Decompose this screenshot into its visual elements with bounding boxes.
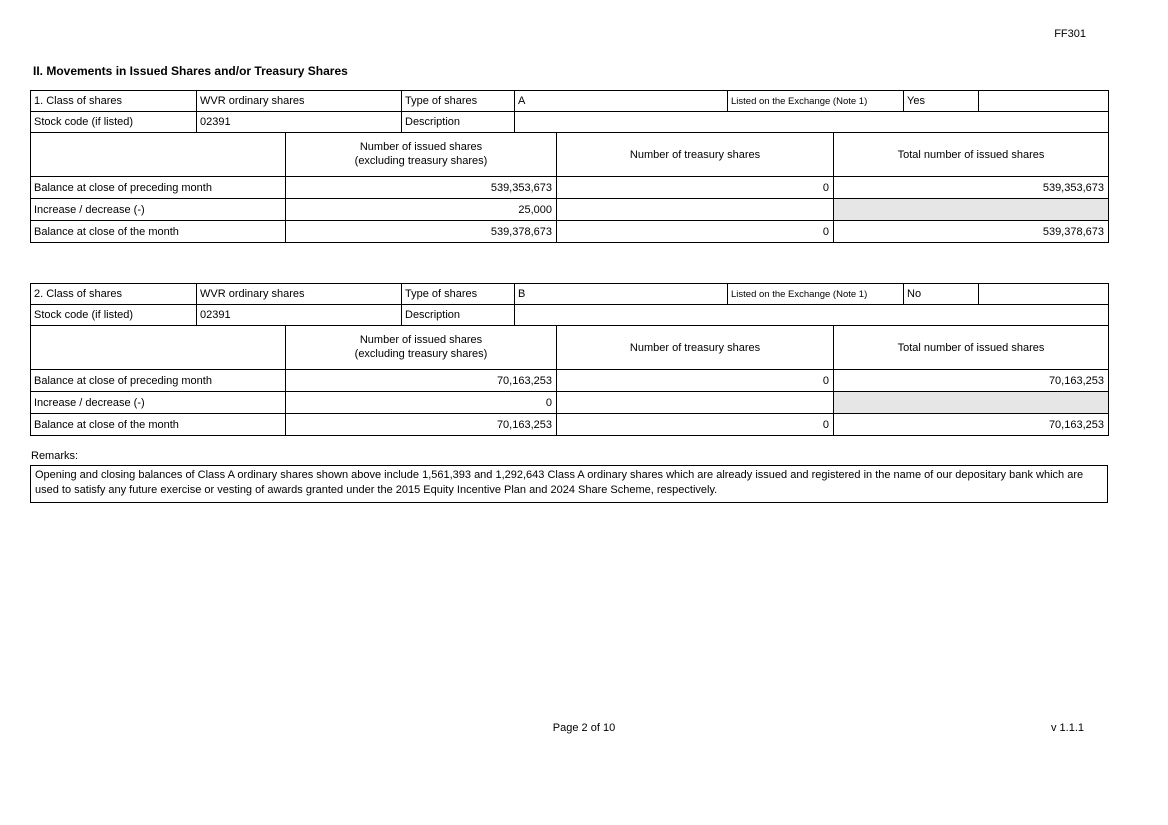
close-treasury-value: 0	[557, 221, 834, 243]
class-of-shares-value: WVR ordinary shares	[197, 91, 402, 112]
preceding-issued-value: 70,163,253	[286, 370, 557, 392]
description-label: Description	[402, 305, 515, 326]
description-label: Description	[402, 112, 515, 133]
share-class-table-2	[30, 283, 1108, 436]
form-code: FF301	[1054, 28, 1086, 40]
type-of-shares-label: Type of shares	[402, 91, 515, 112]
col-header-issued-shares-text: Number of issued shares (excluding treasury shares)	[354, 333, 488, 360]
increase-total-cell-shaded	[834, 392, 1109, 414]
close-total-value: 539,378,673	[834, 221, 1109, 243]
listed-on-exchange-value: No	[904, 284, 979, 305]
share-class-table-1	[30, 90, 1108, 243]
table-row	[31, 392, 1109, 414]
empty-header-cell	[31, 133, 286, 177]
empty-header-cell	[31, 326, 286, 370]
page-number: Page 2 of 10	[552, 722, 616, 734]
close-issued-value: 70,163,253	[286, 414, 557, 436]
preceding-total-value: 539,353,673	[834, 177, 1109, 199]
remarks-text-box: Opening and closing balances of Class A ordinary shares shown above include 1,561,393 and 1,292,643 Class A ordinary shares which are already issued and registered in the name of our depositary bank which are used to satisfy any future exercise or vesting of awards granted under the 2015 Equity Incentive Plan and 2024 Share Scheme, respectively.	[30, 465, 1108, 503]
stock-code-label: Stock code (if listed)	[31, 305, 197, 326]
col-header-issued-shares-text: Number of issued shares (excluding treasury shares)	[354, 140, 488, 167]
col-header-total-issued: Total number of issued shares	[834, 326, 1109, 370]
empty-cell	[979, 91, 1109, 112]
col-header-treasury-shares: Number of treasury shares	[557, 133, 834, 177]
row-label-close-balance: Balance at close of the month	[31, 221, 286, 243]
description-value	[515, 112, 1109, 133]
class-of-shares-label: 1. Class of shares	[31, 91, 197, 112]
preceding-treasury-value: 0	[557, 370, 834, 392]
increase-treasury-cell	[557, 392, 834, 414]
listed-on-exchange-value: Yes	[904, 91, 979, 112]
table-row	[31, 91, 1109, 112]
increase-treasury-cell	[557, 199, 834, 221]
type-of-shares-label: Type of shares	[402, 284, 515, 305]
increase-issued-value: 0	[286, 392, 557, 414]
class-of-shares-label: 2. Class of shares	[31, 284, 197, 305]
table-row	[31, 177, 1109, 199]
close-total-value: 70,163,253	[834, 414, 1109, 436]
table-row	[31, 370, 1109, 392]
table-row	[31, 221, 1109, 243]
increase-total-cell-shaded	[834, 199, 1109, 221]
table-header-row	[31, 133, 1109, 177]
description-value	[515, 305, 1109, 326]
listed-on-exchange-label: Listed on the Exchange (Note 1)	[728, 91, 904, 112]
class-of-shares-value: WVR ordinary shares	[197, 284, 402, 305]
table-row	[31, 112, 1109, 133]
stock-code-value: 02391	[197, 112, 402, 133]
increase-issued-value: 25,000	[286, 199, 557, 221]
type-of-shares-value: B	[515, 284, 728, 305]
share-class-2-numbers-table	[30, 325, 1109, 436]
remarks-label: Remarks:	[31, 450, 79, 462]
preceding-issued-value: 539,353,673	[286, 177, 557, 199]
stock-code-label: Stock code (if listed)	[31, 112, 197, 133]
preceding-total-value: 70,163,253	[834, 370, 1109, 392]
preceding-treasury-value: 0	[557, 177, 834, 199]
stock-code-value: 02391	[197, 305, 402, 326]
row-label-preceding-balance: Balance at close of preceding month	[31, 177, 286, 199]
table-row	[31, 305, 1109, 326]
row-label-preceding-balance: Balance at close of preceding month	[31, 370, 286, 392]
row-label-increase-decrease: Increase / decrease (-)	[31, 199, 286, 221]
table-row	[31, 199, 1109, 221]
type-of-shares-value: A	[515, 91, 728, 112]
share-class-1-meta-table	[30, 90, 1109, 133]
document-page	[30, 0, 1108, 503]
table-header-row	[31, 326, 1109, 370]
listed-on-exchange-label: Listed on the Exchange (Note 1)	[728, 284, 904, 305]
col-header-issued-shares	[286, 326, 557, 370]
row-label-increase-decrease: Increase / decrease (-)	[31, 392, 286, 414]
empty-cell	[979, 284, 1109, 305]
col-header-issued-shares	[286, 133, 557, 177]
col-header-treasury-shares: Number of treasury shares	[557, 326, 834, 370]
close-issued-value: 539,378,673	[286, 221, 557, 243]
version-label: v 1.1.1	[1050, 722, 1084, 734]
section-title: II. Movements in Issued Shares and/or Treasury Shares	[33, 64, 348, 78]
col-header-total-issued: Total number of issued shares	[834, 133, 1109, 177]
row-label-close-balance: Balance at close of the month	[31, 414, 286, 436]
share-class-1-numbers-table	[30, 132, 1109, 243]
table-row	[31, 414, 1109, 436]
share-class-2-meta-table	[30, 283, 1109, 326]
close-treasury-value: 0	[557, 414, 834, 436]
table-row	[31, 284, 1109, 305]
